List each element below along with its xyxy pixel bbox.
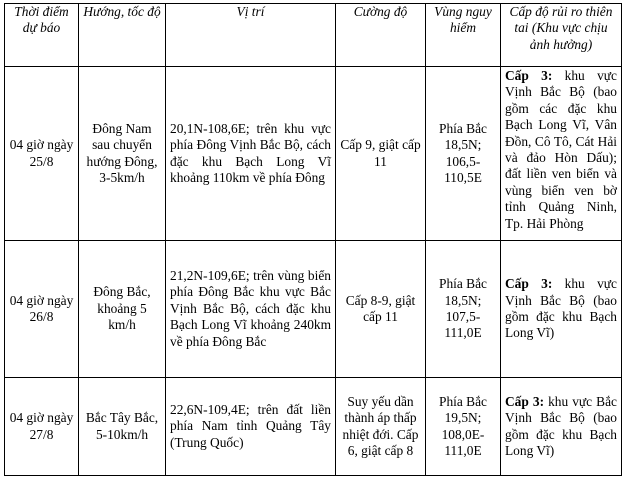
cell-direction-speed: Bắc Tây Bắc, 5-10km/h bbox=[79, 378, 166, 476]
risk-level-label: Cấp 3: bbox=[505, 276, 553, 292]
table-row bbox=[5, 67, 622, 241]
cell-position: 21,2N-109,6E; trên vùng biển phía Đông Bắc khu vực Bắc Vịnh Bắc Bộ, cách đặc khu Bạch Long Vĩ khoảng 240km về phía Đông Bắc bbox=[166, 241, 336, 378]
risk-area-text: khu vực Bắc Vịnh Bắc Bộ (bao gồm đặc khu Bạch Long Vĩ) bbox=[505, 393, 617, 458]
cell-risk bbox=[501, 67, 622, 241]
cell-time: 04 giờ ngày 26/8 bbox=[5, 241, 79, 378]
table-header-row bbox=[5, 4, 622, 67]
header-danger-zone: Vùng nguy hiểm bbox=[426, 4, 501, 67]
forecast-table bbox=[4, 3, 622, 476]
cell-risk bbox=[501, 241, 622, 378]
header-direction-speed: Hướng, tốc độ bbox=[79, 4, 166, 67]
risk-level-label: Cấp 3: bbox=[505, 393, 545, 409]
header-intensity: Cường độ bbox=[336, 4, 426, 67]
cell-intensity: Cấp 9, giật cấp 11 bbox=[336, 67, 426, 241]
cell-direction-speed: Đông Nam sau chuyển hướng Đông, 3-5km/h bbox=[79, 67, 166, 241]
header-position: Vị trí bbox=[166, 4, 336, 67]
cell-position: 22,6N-109,4E; trên đất liền phía Nam tỉnh Quảng Tây (Trung Quốc) bbox=[166, 378, 336, 476]
cell-danger-zone: Phía Bắc 19,5N; 108,0E-111,0E bbox=[426, 378, 501, 476]
cell-danger-zone: Phía Bắc 18,5N; 107,5-111,0E bbox=[426, 241, 501, 378]
risk-area-text: khu vực Vịnh Bắc Bộ (bao gồm đặc khu Bạch Long Vĩ) bbox=[505, 276, 617, 341]
cell-position: 20,1N-108,6E; trên khu vực phía Đông Vịnh Bắc Bộ, cách đặc khu Bạch Long Vĩ khoảng 110km về phía Đông bbox=[166, 67, 336, 241]
cell-direction-speed: Đông Bắc, khoảng 5 km/h bbox=[79, 241, 166, 378]
risk-area-text: khu vực Vịnh Bắc Bộ (bao gồm các đặc khu Bạch Long Vĩ, Vân Đồn, Cô Tô, Cát Hải và đảo Hòn Dấu); đất liền ven biển và vùng biển ven bờ tỉnh Quảng Ninh, Tp. Hải Phòng bbox=[505, 68, 617, 231]
risk-level-label: Cấp 3: bbox=[505, 68, 553, 83]
table-row bbox=[5, 378, 622, 476]
cell-intensity: Cấp 8-9, giật cấp 11 bbox=[336, 241, 426, 378]
header-time: Thời điểm dự báo bbox=[5, 4, 79, 67]
cell-time: 04 giờ ngày 27/8 bbox=[5, 378, 79, 476]
header-risk-level: Cấp độ rủi ro thiên tai (Khu vực chịu ảnh hưởng) bbox=[501, 4, 622, 67]
table-row bbox=[5, 241, 622, 378]
cell-risk bbox=[501, 378, 622, 476]
cell-danger-zone: Phía Bắc 18,5N; 106,5-110,5E bbox=[426, 67, 501, 241]
cell-time: 04 giờ ngày 25/8 bbox=[5, 67, 79, 241]
cell-intensity: Suy yếu dần thành áp thấp nhiệt đới. Cấp 6, giật cấp 8 bbox=[336, 378, 426, 476]
